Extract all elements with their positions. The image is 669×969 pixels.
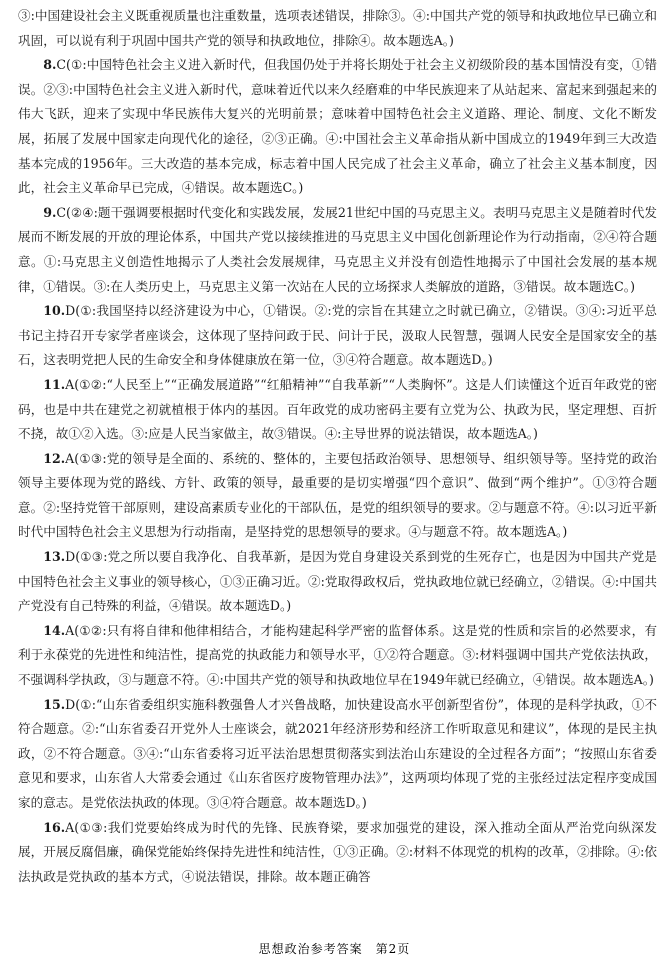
paragraph-text: A(①③:我们党要始终成为时代的先锋、民族脊梁，要求加强党的建设，深入推动全面从严治党向纵深发展，开展反腐倡廉，确保党能始终保持先进性和纯洁性，①③正确。②:材料不体现党的机构的改革，②排除。④:依法执政是党执政的基本方式，④说法错误，排除。故本题正确答 <box>18 819 657 884</box>
answer-paragraph-10 <box>18 299 657 373</box>
paragraph-text: A(①②:“人民至上”“正确发展道路”“红船精神”“自我革新”“人类胸怀”。这是人们读懂这个近百年政党的密码，也是中共在建党之初就植根于体内的基因。百年政党的成功密码主要有立党为公、执政为民，坚定理想、百折不挠，故①②入选。③:应是人民当家做主，故③错误。④:主导世界的说法错误，故本题选A。) <box>18 376 657 442</box>
answer-paragraph-15 <box>18 693 657 816</box>
answer-paragraph-continuation <box>18 4 657 53</box>
answer-paragraph-8 <box>18 53 657 201</box>
paragraph-text: D(①③:党之所以要自我净化、自我革新，是因为党自身建设关系到党的生死存亡，也是因为中国共产党是中国特色社会主义事业的领导核心，①③正确习近。②:党取得政权后，党执政地位就已经确立，②错误。④:中国共产党没有自己特殊的利益，④错误。故本题选D。) <box>18 549 657 614</box>
answer-paragraph-9 <box>18 201 657 299</box>
answer-paragraph-14 <box>18 619 657 693</box>
question-number: 13. <box>43 549 66 565</box>
question-number: 11. <box>43 376 66 392</box>
paragraph-text: C(②④:题干强调要根据时代变化和实践发展，发展21世纪中国的马克思主义。表明马克思主义是随着时代发展而不断发展的开放的理论体系，中国共产党以接续推进的马克思主义中国化创新理论作为行动指南，②④符合题意。①:马克思主义创造性地揭示了人类社会发展规律，马克思主义并没有创造性地揭示了中国社会发展的基本规律，①错误。③:在人类历史上，马克思主义第一次站在人民的立场探求人类解放的道路，③错误。故本题选C。) <box>18 204 657 294</box>
paragraph-text: ③:中国建设社会主义既重视质量也注重数量，选项表述错误，排除③。④:中国共产党的领导和执政地位早已确立和巩固，可以说有利于巩固中国共产党的领导和执政地位，排除④。故本题选A。) <box>18 8 657 48</box>
question-number: 16. <box>43 819 66 835</box>
paragraph-text: A(①③:党的领导是全面的、系统的、整体的，主要包括政治领导、思想领导、组织领导等。坚持党的政治领导主要体现为党的路线、方针、政策的领导，最重要的是切实增强“四个意识”、做到“两个维护”。①③符合题意。②:坚持党管干部原则，建设高素质专业化的干部队伍，是党的组织领导的要求。②与题意不符。④:以习近平新时代中国特色社会主义思想为行动指南，是坚持党的思想领导的要求。④与题意不符。故本题选A。) <box>18 450 657 540</box>
paragraph-text: D(①:我国坚持以经济建设为中心，①错误。②:党的宗旨在其建立之时就已确立，②错误。③④:习近平总书记主持召开专家学者座谈会，这体现了坚持问政于民、问计于民，汲取人民智慧，强调人民安全是国家安全的基石，这表明党把人民的生命安全和身体健康放在第一位，③④符合题意。故本题选D。) <box>18 303 657 368</box>
paragraph-text: A(①②:只有将自律和他律相结合，才能构建起科学严密的监督体系。这是党的性质和宗旨的必然要求，有利于永葆党的先进性和纯洁性，提高党的执政能力和领导水平，①②符合题意。③:材料强调中国共产党依法执政，不强调科学执政，③与题意不符。④:中国共产党的领导和执政地位早在1949年就已经确立，④错误。故本题选A。) <box>18 622 657 688</box>
paragraph-text: C(①:中国特色社会主义进入新时代，但我国仍处于并将长期处于社会主义初级阶段的基本国情没有变，①错误。②③:中国特色社会主义进入新时代，意味着近代以来久经磨难的中华民族迎来了从站起来、富起来到强起来的伟大飞跃，迎来了实现中华民族伟大复兴的光明前景；意味着中国特色社会主义道路、理论、制度、文化不断发展，拓展了发展中国家走向现代化的途径，②③正确。④:中国社会主义革命指从新中国成立的1949年到三大改造基本完成的1956年。三大改造的基本完成，标志着中国人民完成了社会主义革命，确立了社会主义基本制度，因此，社会主义革命早已完成，④错误。故本题选C。) <box>18 57 657 196</box>
answer-paragraph-12 <box>18 447 657 545</box>
question-number: 14. <box>43 622 66 638</box>
question-number: 12. <box>43 450 66 466</box>
paragraph-text: D(①:“山东省委组织实施科教强鲁人才兴鲁战略，加快建设高水平创新型省份”，体现的是科学执政，①不符合题意。②:“山东省委召开党外人士座谈会，就2021年经济形势和经济工作听取意见和建议”，体现的是民主执政，②不符合题意。③④:“山东省委将习近平法治思想贯彻落实到法治山东建设的全过程各方面”；“按照山东省委意见和要求，山东省人大常委会通过《山东省医疗废物管理办法》”，这两项均体现了党的主张经过法定程序变成国家的意志。是党依法执政的体现。③④符合题意。故本题选D。) <box>18 696 657 810</box>
question-number: 10. <box>43 303 66 319</box>
question-number: 9. <box>43 204 57 220</box>
page-footer: 思想政治参考答案 第2页 <box>258 942 411 956</box>
answer-paragraph-11 <box>18 373 657 447</box>
question-number: 15. <box>43 696 66 712</box>
answer-paragraph-16 <box>18 816 657 890</box>
answer-paragraph-13 <box>18 545 657 619</box>
question-number: 8. <box>43 57 57 73</box>
